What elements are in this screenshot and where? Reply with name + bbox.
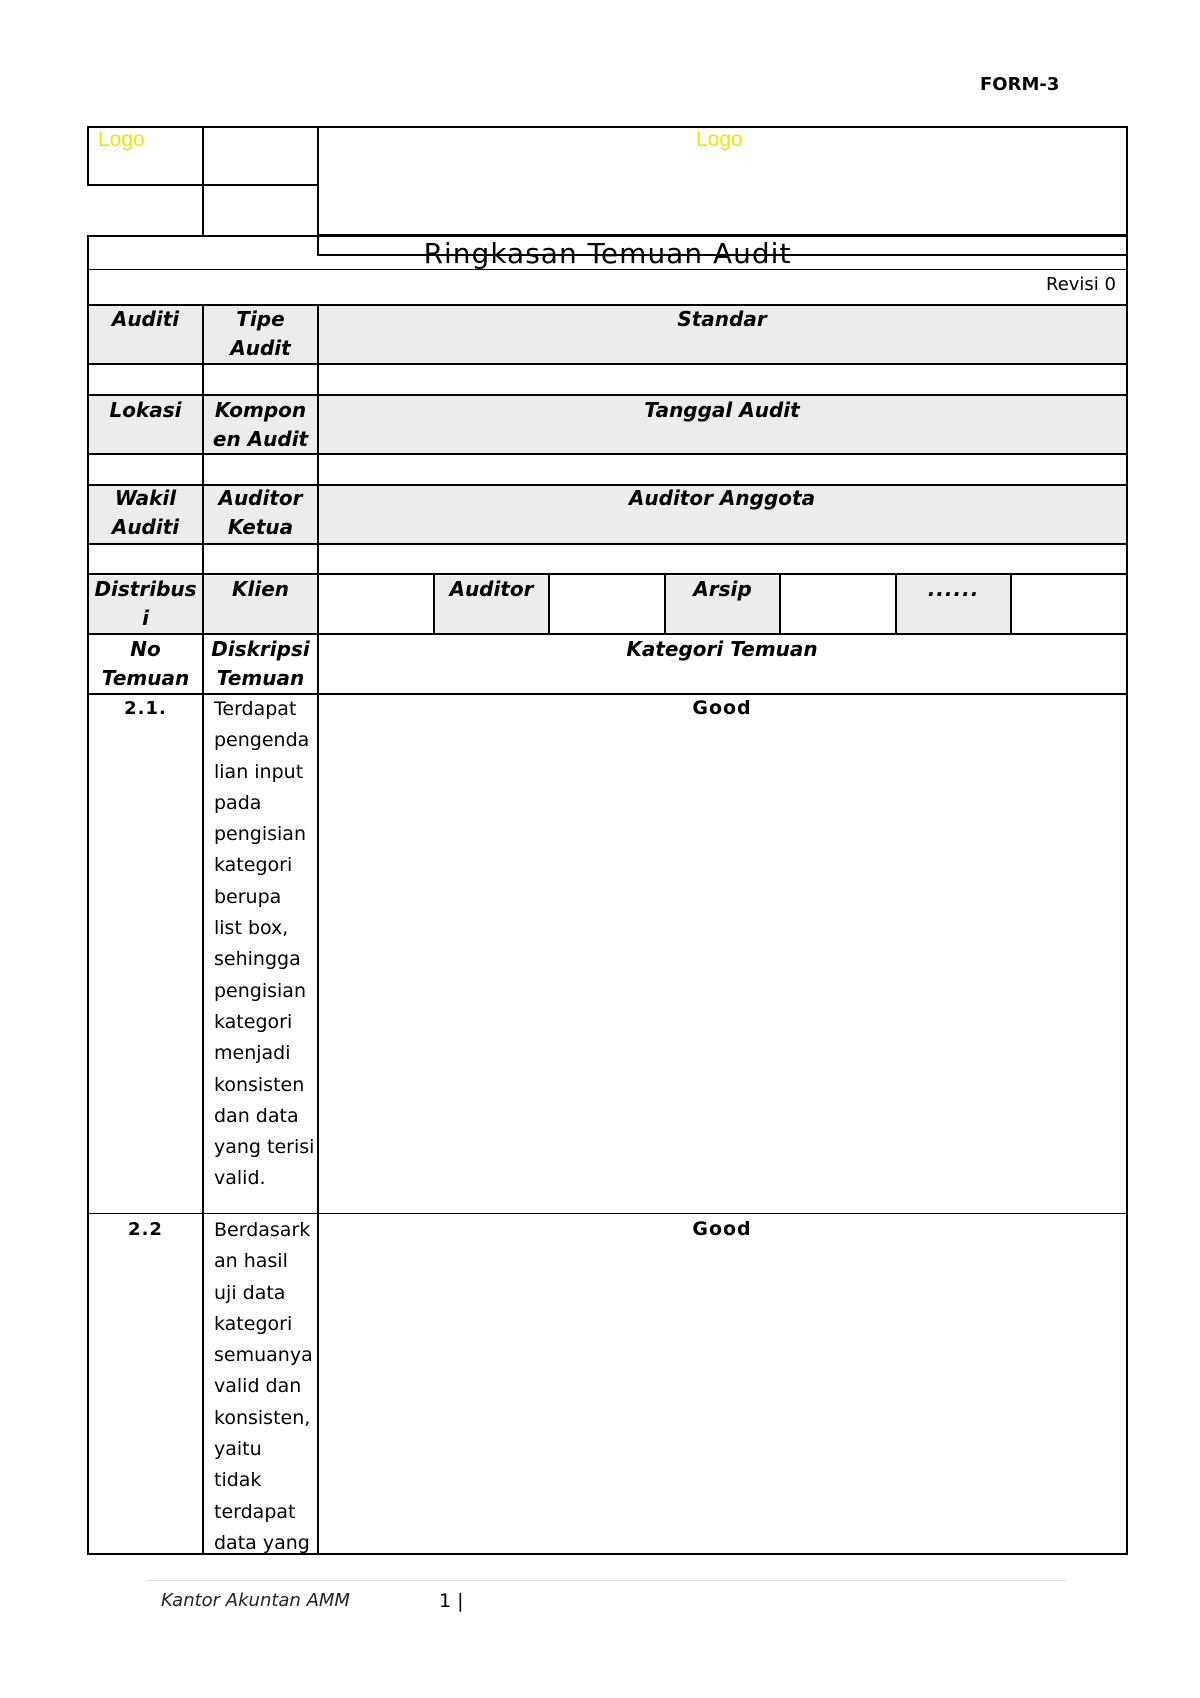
- finding-description-line: an hasil: [214, 1250, 288, 1273]
- tanggal-audit-header: Tanggal Audit: [644, 398, 800, 422]
- finding-description-line: konsisten: [214, 1073, 305, 1096]
- finding-description-line: lian input: [214, 760, 304, 783]
- footer-company: Kantor Akuntan AMM: [161, 1590, 350, 1611]
- finding-description-line: data yang: [214, 1531, 310, 1554]
- table-right-border: [1126, 126, 1128, 1555]
- ellipsis-header: ......: [927, 577, 980, 601]
- row-divider: [87, 363, 1128, 365]
- finding-description-line: terdapat: [214, 1500, 296, 1523]
- finding-description-line: Terdapat: [214, 698, 297, 720]
- finding-description-line: sehingga: [214, 948, 301, 971]
- logo-top-border: [87, 126, 1128, 128]
- finding-description-line: pengisian: [214, 823, 306, 846]
- finding-divider: [88, 1213, 1127, 1214]
- finding-description-line: pengenda: [214, 729, 310, 752]
- finding-description-line: semuanya: [214, 1344, 313, 1367]
- finding-description-line: valid dan: [214, 1375, 302, 1398]
- finding-description-line: tidak: [214, 1469, 262, 1492]
- finding-category: Good: [692, 697, 752, 719]
- logo-left: Logo: [98, 128, 145, 151]
- lokasi-header: Lokasi: [109, 398, 182, 422]
- finding-description-line: kategori: [214, 1010, 293, 1033]
- no-temuan-header: No Temuan: [101, 637, 190, 690]
- finding-no: 2.1.: [124, 698, 167, 719]
- auditi-header: Auditi: [111, 307, 180, 331]
- finding-description-line: yaitu: [214, 1438, 262, 1461]
- logo-col-border: [202, 126, 204, 236]
- komponen-audit-header: Kompon en Audit: [212, 398, 309, 451]
- finding-description-line: menjadi: [214, 1042, 291, 1065]
- table-left-border: [87, 235, 89, 1555]
- revision-label: Revisi 0: [1046, 274, 1116, 295]
- wakil-auditi-header: Wakil Auditi: [111, 486, 180, 539]
- finding-description-line: yang terisi: [214, 1136, 315, 1159]
- footer-rule: [146, 1580, 1066, 1581]
- finding-description-line: konsisten,: [214, 1406, 311, 1429]
- logo-left-border: [87, 126, 89, 186]
- distribusi-header: Distribus i: [94, 577, 197, 630]
- finding-description-line: pada: [214, 791, 262, 814]
- finding-description-line: dan data: [214, 1104, 299, 1127]
- tipe-audit-header: Tipe Audit: [230, 307, 291, 360]
- finding-description-line: valid.: [214, 1167, 266, 1190]
- footer-page-number: 1 |: [439, 1590, 464, 1612]
- finding-description-line: uji data: [214, 1281, 286, 1304]
- standar-header: Standar: [677, 307, 767, 331]
- finding-no: 2.2: [128, 1219, 163, 1240]
- finding-description-line: list box,: [214, 917, 289, 940]
- finding-description-line: kategori: [214, 1312, 293, 1335]
- logo-right: Logo: [696, 128, 743, 151]
- finding-description-line: berupa: [214, 885, 282, 908]
- row-divider: [87, 543, 1128, 545]
- finding-category: Good: [692, 1218, 752, 1240]
- kategori-temuan-header: Kategori Temuan: [626, 637, 818, 661]
- auditor-header: Auditor: [449, 577, 534, 601]
- finding-description-line: kategori: [214, 854, 293, 877]
- deskripsi-temuan-header: Diskripsi Temuan: [211, 637, 310, 690]
- finding-description: [214, 694, 318, 1195]
- finding-description: [214, 1215, 318, 1559]
- form-code: FORM-3: [980, 74, 1060, 95]
- klien-header: Klien: [231, 577, 289, 601]
- auditor-anggota-header: Auditor Anggota: [628, 486, 816, 510]
- finding-description-line: Berdasark: [214, 1219, 311, 1241]
- auditor-ketua-header: Auditor Ketua: [218, 486, 303, 539]
- arsip-header: Arsip: [693, 577, 752, 601]
- finding-description-line: pengisian: [214, 979, 306, 1002]
- page-title: Ringkasan Temuan Audit: [423, 237, 792, 270]
